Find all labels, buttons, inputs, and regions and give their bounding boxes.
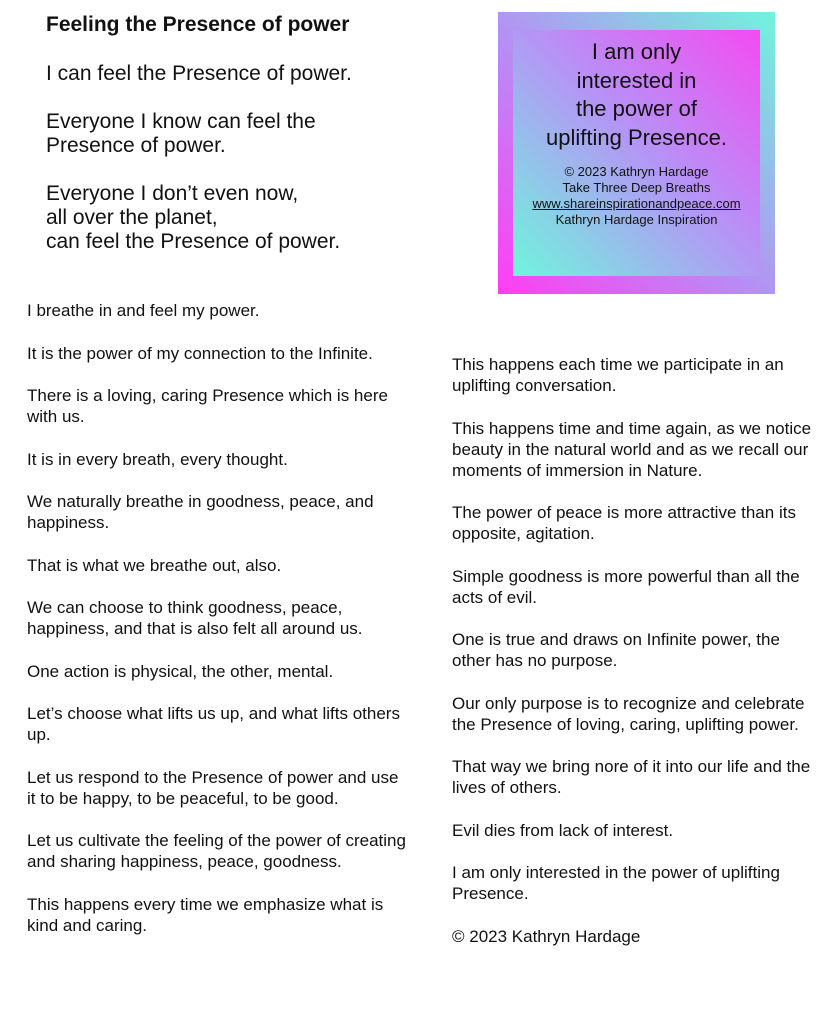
graphic-subtitle: Take Three Deep Breaths [562,180,711,195]
graphic-copyright: © 2023 Kathryn Hardage [564,164,709,179]
paragraph: Our only purpose is to recognize and celebrate the Presence of loving, caring, uplifting power. [452,693,805,734]
graphic-quote [513,38,760,152]
stanza-3-line-2: all over the planet, [46,206,218,229]
paragraph: Let us cultivate the feeling of the power of creating and sharing happiness, peace, goodness. [27,831,406,871]
paragraph: We can choose to think goodness, peace, happiness, and that is also felt all around us. [27,598,363,638]
paragraph: This happens time and time again, as we notice beauty in the natural world and as we recall our moments of immersion in Nature. [452,418,812,480]
paragraph: One is true and draws on Infinite power, the other has no purpose. [452,630,780,670]
poem-title: Feeling the Presence of power [46,13,350,36]
stanza-2-line-2: Presence of power. [46,134,226,157]
paragraph: It is in every breath, every thought. [27,449,288,469]
stanza-1-line-1: I can feel the Presence of power. [46,62,352,85]
quote-graphic [498,12,775,294]
paragraph: The power of peace is more attractive than its opposite, agitation. [452,503,796,543]
graphic-brand: Kathryn Hardage Inspiration [555,212,718,227]
paragraph: I breathe in and feel my power. [27,301,260,320]
copyright-notice: © 2023 Kathryn Hardage [452,926,641,946]
paragraph: One action is physical, the other, mental. [27,661,334,681]
paragraph: There is a loving, caring Presence which is here with us. [27,386,388,426]
paragraph: We naturally breathe in goodness, peace, and happiness. [27,492,374,532]
paragraph: This happens every time we emphasize what is kind and caring. [27,894,384,935]
graphic-credit [513,164,760,228]
paragraph: Evil dies from lack of interest. [452,820,674,840]
stanza-2-line-1: Everyone I know can feel the [46,110,316,133]
quote-graphic-panel [513,30,760,276]
paragraph: Let us respond to the Presence of power and use it to be happy, to be peaceful, to be good. [27,767,399,808]
paragraph: That is what we breathe out, also. [27,555,282,575]
left-column [27,300,407,957]
right-column [452,354,822,968]
graphic-quote-line: interested in [576,67,697,93]
paragraph: Simple goodness is more powerful than all the acts of evil. [452,566,800,607]
graphic-quote-line: I am only [591,39,682,64]
graphic-url-link[interactable]: www.shareinspirationandpeace.com [532,196,741,211]
poem-header [46,12,466,254]
stanza-3-line-1: Everyone I don’t even now, [46,182,299,205]
paragraph: That way we bring nore of it into our life and the lives of others. [452,757,811,797]
graphic-quote-line: the power of [575,96,698,121]
paragraph: This happens each time we participate in an uplifting conversation. [452,355,784,395]
paragraph: Let’s choose what lifts us up, and what lifts others up. [27,704,400,744]
paragraph: I am only interested in the power of uplifting Presence. [452,863,780,903]
graphic-quote-line: uplifting Presence. [546,124,727,150]
paragraph: It is the power of my connection to the Infinite. [27,343,373,363]
stanza-3-line-3: can feel the Presence of power. [46,230,341,253]
